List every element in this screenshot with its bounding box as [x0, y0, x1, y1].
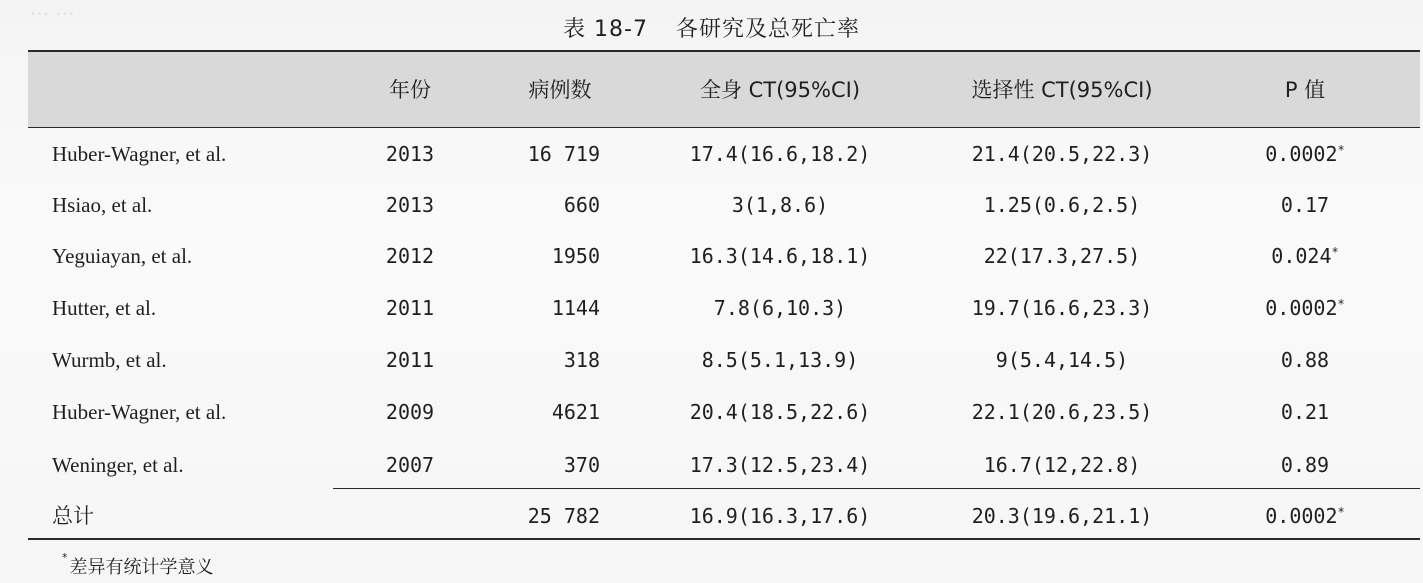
p-value: 0.89	[1280, 453, 1330, 477]
table-title: 各研究及总死亡率	[675, 17, 860, 42]
header-year: 年份	[389, 78, 431, 102]
study-year: 2011	[385, 348, 435, 372]
selective-ct-rate: 19.7(16.6,23.3)	[971, 296, 1153, 320]
bleed-through-text: ··· ···	[30, 2, 75, 26]
study-name: Huber-Wagner, et al.	[52, 142, 227, 166]
header-p-value: P 值	[1284, 78, 1326, 102]
study-name: Weninger, et al.	[52, 453, 184, 477]
whole-body-ct-rate: 20.4(18.5,22.6)	[689, 400, 871, 424]
p-value-cell	[1281, 193, 1329, 217]
p-value-cell	[1265, 142, 1344, 166]
whole-body-ct-rate: 17.3(12.5,23.4)	[689, 453, 871, 477]
total-p-value: 0.0002	[1265, 504, 1338, 528]
p-value: 0.17	[1280, 193, 1330, 217]
whole-body-ct-rate: 16.3(14.6,18.1)	[689, 244, 871, 268]
table-footnote	[62, 553, 214, 579]
selective-ct-rate: 1.25(0.6,2.5)	[983, 193, 1141, 217]
case-count: 318	[563, 348, 600, 372]
study-year: 2011	[385, 296, 435, 320]
whole-body-ct-rate: 7.8(6,10.3)	[713, 296, 847, 320]
study-name: Huber-Wagner, et al.	[52, 400, 227, 424]
p-value: 0.88	[1280, 348, 1330, 372]
study-year: 2013	[385, 193, 435, 217]
p-value-cell	[1281, 400, 1329, 424]
study-name: Hutter, et al.	[52, 296, 157, 320]
case-count: 660	[563, 193, 600, 217]
p-value-cell	[1271, 244, 1338, 268]
case-count: 16 719	[527, 142, 600, 166]
whole-body-ct-rate: 8.5(5.1,13.9)	[701, 348, 859, 372]
significance-marker: *	[1337, 505, 1345, 519]
table-header-rule	[28, 127, 1420, 128]
study-year: 2013	[385, 142, 435, 166]
selective-ct-rate: 22(17.3,27.5)	[983, 244, 1141, 268]
table-total-rule	[333, 488, 1420, 489]
whole-body-ct-rate: 3(1,8.6)	[731, 193, 829, 217]
significance-marker: *	[1337, 297, 1345, 311]
header-selective-ct: 选择性 CT(95%CI)	[971, 78, 1153, 102]
study-year: 2007	[385, 453, 435, 477]
table-bottom-rule	[28, 538, 1420, 540]
total-cases: 25 782	[527, 504, 600, 528]
significance-marker: *	[1337, 143, 1345, 157]
total-whole-body-ct: 16.9(16.3,17.6)	[689, 504, 871, 528]
study-name: Wurmb, et al.	[52, 348, 167, 372]
total-selective-ct: 20.3(19.6,21.1)	[971, 504, 1153, 528]
selective-ct-rate: 21.4(20.5,22.3)	[971, 142, 1153, 166]
case-count: 1144	[551, 296, 600, 320]
study-name: Hsiao, et al.	[52, 193, 153, 217]
p-value: 0.024	[1271, 244, 1332, 268]
footnote-marker: *	[62, 551, 68, 564]
table-number: 表 18-7	[563, 17, 648, 42]
header-cases: 病例数	[528, 78, 592, 102]
selective-ct-rate: 22.1(20.6,23.5)	[971, 400, 1153, 424]
study-name: Yeguiayan, et al.	[52, 244, 193, 268]
table-caption	[0, 12, 1423, 43]
p-value: 0.0002	[1265, 142, 1338, 166]
table-top-rule	[28, 50, 1420, 52]
case-count: 4621	[551, 400, 600, 424]
selective-ct-rate: 16.7(12,22.8)	[983, 453, 1141, 477]
p-value: 0.21	[1280, 400, 1330, 424]
p-value: 0.0002	[1265, 296, 1338, 320]
study-year: 2012	[385, 244, 435, 268]
p-value-cell	[1265, 296, 1344, 320]
case-count: 370	[563, 453, 600, 477]
study-year: 2009	[385, 400, 435, 424]
header-whole-body-ct: 全身 CT(95%CI)	[699, 78, 861, 102]
significance-marker: *	[1331, 245, 1339, 259]
total-p-value-cell	[1265, 504, 1344, 528]
selective-ct-rate: 9(5.4,14.5)	[995, 348, 1129, 372]
case-count: 1950	[551, 244, 600, 268]
whole-body-ct-rate: 17.4(16.6,18.2)	[689, 142, 871, 166]
total-label: 总计	[52, 504, 94, 528]
p-value-cell	[1281, 453, 1329, 477]
p-value-cell	[1281, 348, 1329, 372]
footnote-text: 差异有统计学意义	[69, 557, 214, 578]
